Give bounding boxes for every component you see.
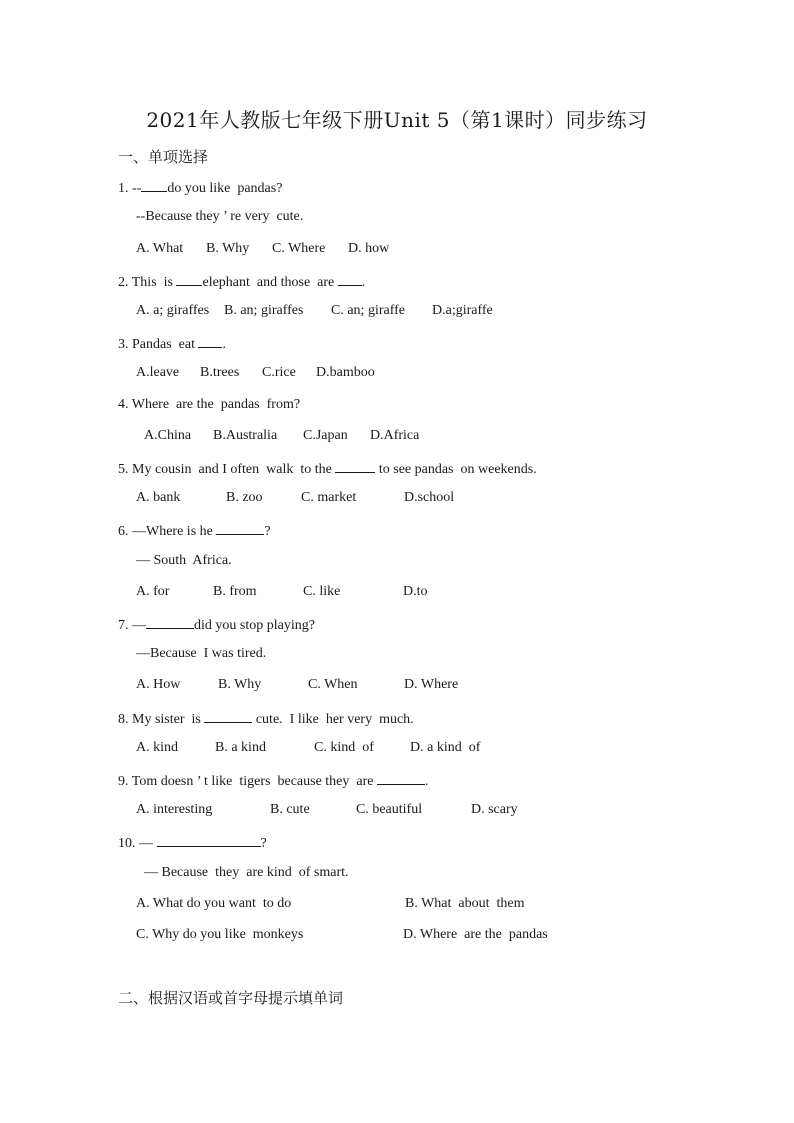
option-a: A. for (136, 584, 170, 599)
question-1-stem: do you like pandas? (167, 181, 283, 196)
question-2-stem: elephant and those are (202, 275, 338, 290)
answer-blank[interactable] (338, 271, 362, 286)
question-2-end: . (361, 275, 366, 290)
option-c: C.Japan (303, 428, 348, 443)
option-c: C. an; giraffe (331, 303, 405, 318)
option-a: A. bank (136, 490, 181, 505)
question-9-number: 9. Tom doesn ’ t like tigers because they are (118, 774, 377, 789)
question-10-number: 10. — (118, 836, 157, 851)
option-d: D. how (348, 241, 390, 256)
question-3 (118, 333, 226, 354)
option-c: C. When (308, 677, 358, 692)
option-a: A. How (136, 677, 181, 692)
answer-blank[interactable] (216, 520, 264, 535)
question-5 (118, 458, 537, 479)
option-b: B. from (213, 584, 257, 599)
option-b: B.Australia (213, 428, 278, 443)
answer-blank[interactable] (146, 614, 194, 629)
question-8-end: cute. I like her very much. (252, 712, 414, 727)
answer-blank[interactable] (157, 832, 261, 847)
option-d: D. a kind of (410, 740, 481, 755)
question-6-number: 6. —Where is he (118, 524, 217, 539)
question-8-number: 8. My sister is (118, 712, 205, 727)
answer-blank[interactable] (377, 770, 425, 785)
question-9-end: . (424, 774, 429, 789)
option-d: D.bamboo (316, 365, 375, 380)
option-c: C. Where (272, 241, 326, 256)
option-d: D. scary (471, 802, 518, 817)
option-b: B.trees (200, 365, 240, 380)
question-5-number: 5. My cousin and I often walk to the (118, 462, 336, 477)
option-b: B. zoo (226, 490, 263, 505)
option-c: C.rice (262, 365, 296, 380)
question-10-end: ? (260, 836, 267, 851)
question-7-response: —Because I was tired. (136, 646, 267, 661)
question-6-end: ? (264, 524, 271, 539)
answer-blank[interactable] (335, 458, 375, 473)
question-2 (118, 271, 365, 292)
option-b: B. Why (206, 241, 250, 256)
option-d: D.Africa (370, 428, 420, 443)
question-7-number: 7. — (118, 618, 146, 633)
question-8 (118, 708, 414, 729)
option-a: A. What (136, 241, 184, 256)
question-7-stem: did you stop playing? (194, 618, 315, 633)
question-10-response: — Because they are kind of smart. (144, 865, 349, 880)
answer-blank[interactable] (176, 271, 202, 286)
section-heading-fill-words: 二、根据汉语或首字母提示填单词 (118, 989, 344, 1007)
question-2-number: 2. This is (118, 275, 177, 290)
question-4: 4. Where are the pandas from? (118, 397, 301, 412)
question-3-number: 3. Pandas eat (118, 337, 199, 352)
question-1-response: --Because they ’ re very cute. (136, 209, 304, 224)
option-b: B. Why (218, 677, 262, 692)
option-a: A. a; giraffes (136, 303, 210, 318)
option-c: C. kind of (314, 740, 374, 755)
option-d: D.a;giraffe (432, 303, 493, 318)
section-heading-single-choice: 一、单项选择 (118, 148, 209, 166)
option-a: A. What do you want to do (136, 896, 292, 911)
option-a: A.leave (136, 365, 180, 380)
question-6-response: — South Africa. (136, 553, 232, 568)
option-b: B. a kind (215, 740, 266, 755)
question-3-end: . (222, 337, 226, 352)
option-c: C. beautiful (356, 802, 423, 817)
question-6 (118, 520, 271, 541)
question-1-number: 1. -- (118, 181, 142, 196)
option-d: D.to (403, 584, 428, 599)
option-b: B. an; giraffes (224, 303, 304, 318)
option-d: D. Where are the pandas (403, 927, 548, 942)
option-c: C. Why do you like monkeys (136, 927, 304, 942)
option-b: B. cute (270, 802, 310, 817)
answer-blank[interactable] (204, 708, 252, 723)
question-5-end: to see pandas on weekends. (375, 462, 537, 477)
question-1 (118, 177, 282, 198)
option-d: D. Where (404, 677, 459, 692)
question-9 (118, 770, 428, 791)
option-a: A. kind (136, 740, 178, 755)
option-a: A.China (144, 428, 192, 443)
option-c: C. like (303, 584, 341, 599)
option-b: B. What about them (405, 896, 525, 911)
option-d: D.school (404, 490, 455, 505)
answer-blank[interactable] (198, 333, 222, 348)
question-10 (118, 832, 267, 853)
page-title: 2021年人教版七年级下册Unit 5（第1课时）同步练习 (146, 108, 648, 132)
option-a: A. interesting (136, 802, 213, 817)
option-c: C. market (301, 490, 357, 505)
answer-blank[interactable] (141, 177, 167, 192)
question-7 (118, 614, 315, 635)
